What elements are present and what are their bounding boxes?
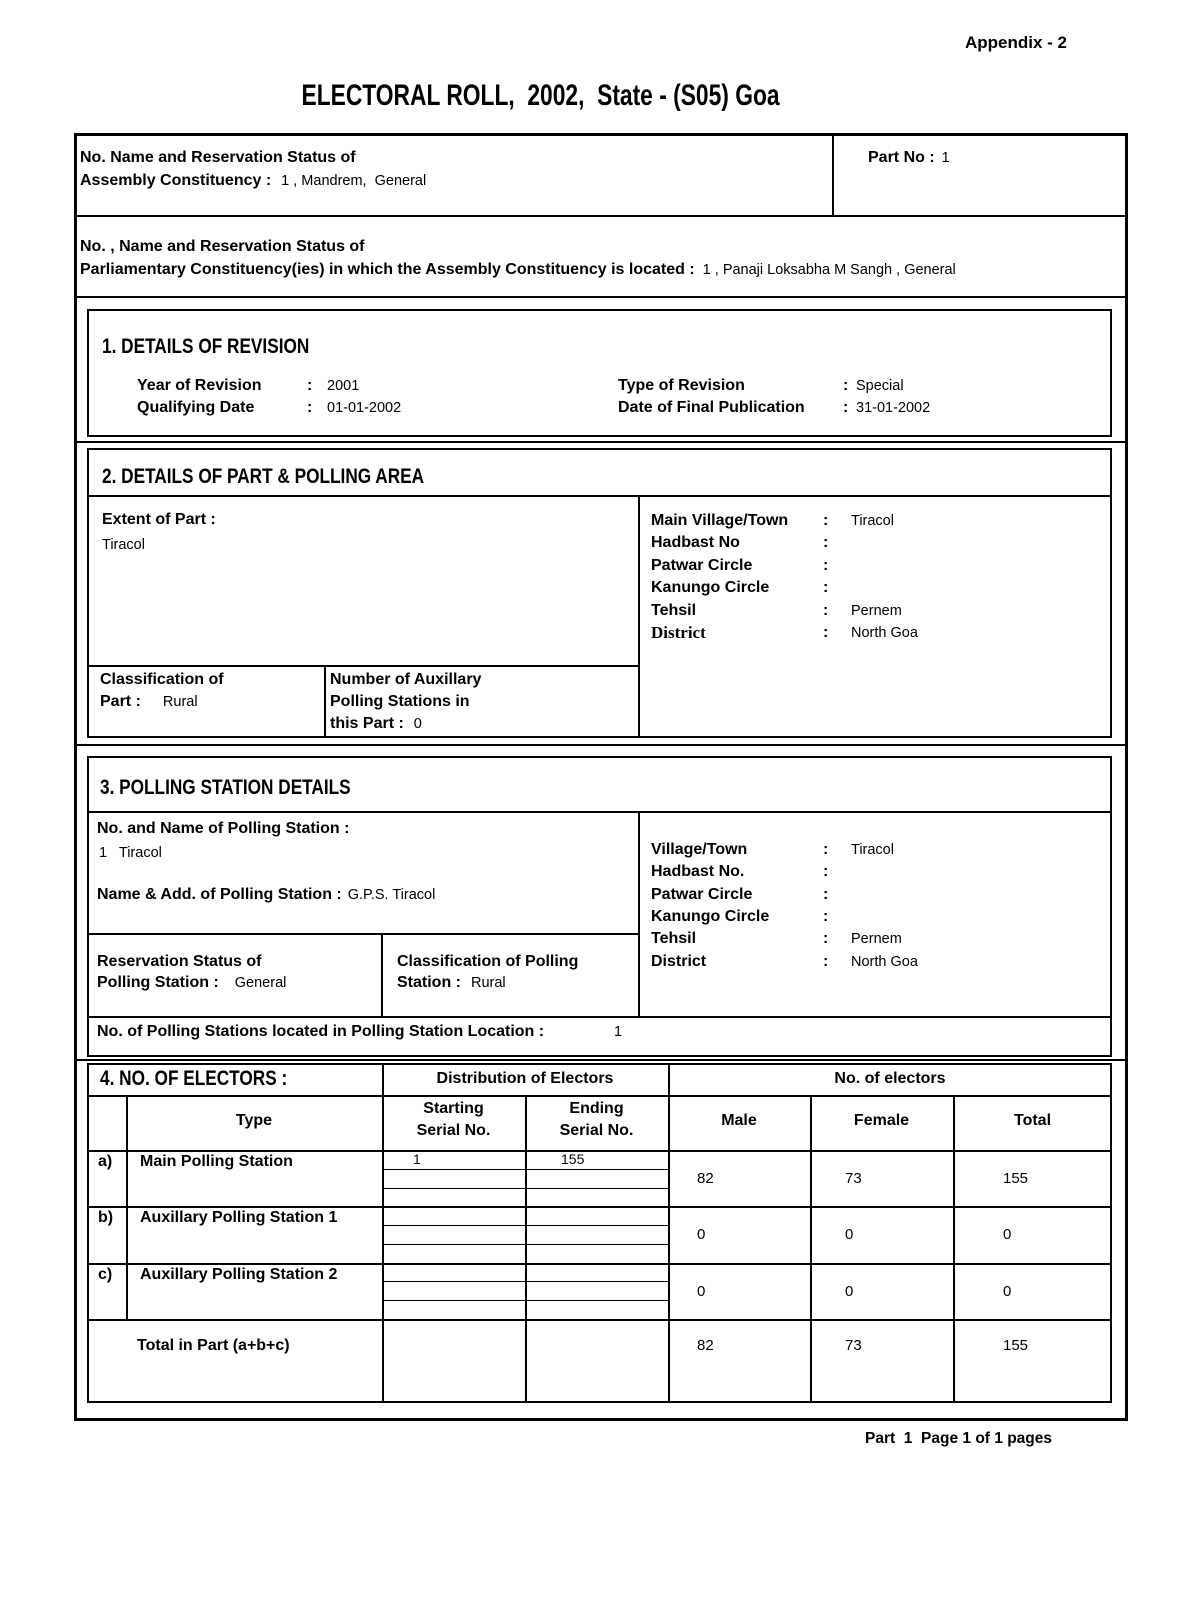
- revision-section-box: [87, 309, 1112, 437]
- separator-line-1: [76, 441, 1126, 443]
- assembly-constituency-line2: [80, 172, 426, 190]
- year-of-revision-colon: :: [307, 377, 313, 394]
- part-area-section-title: 2. DETAILS OF PART & POLLING AREA: [102, 465, 425, 488]
- row-c-key: c): [98, 1266, 113, 1283]
- extent-of-part-label: Extent of Part :: [102, 511, 216, 528]
- part-area-section-box: [87, 448, 1112, 738]
- part-no-cell-divider: [832, 135, 834, 215]
- header-row1-divider: [76, 215, 1126, 217]
- electors-header1-line: [87, 1095, 1112, 1097]
- hadbast-no-colon: :: [823, 534, 829, 551]
- year-of-revision-value: 2001: [327, 378, 360, 394]
- row-a-female: 73: [845, 1170, 862, 1187]
- polling-station-section-title: 3. POLLING STATION DETAILS: [100, 776, 351, 799]
- classification-of-part-line1: Classification of: [100, 671, 224, 688]
- type-of-revision-value: Special: [856, 378, 904, 394]
- row-c-type: Auxillary Polling Station 2: [140, 1266, 338, 1283]
- year-of-revision-label: Year of Revision: [137, 377, 262, 394]
- aux-stations-value: 0: [413, 716, 422, 732]
- assembly-constituency-label-line1: No. Name and Reservation Status of: [80, 149, 356, 166]
- row-b-female: 0: [845, 1226, 854, 1243]
- tehsil-label: Tehsil: [651, 602, 697, 619]
- district-value: North Goa: [851, 625, 918, 641]
- total-female: 73: [845, 1337, 862, 1354]
- ps-classification-line1: Classification of Polling: [397, 953, 579, 970]
- ps-district-label: District: [651, 953, 707, 970]
- district-colon: :: [823, 624, 829, 641]
- document-title: ELECTORAL ROLL, 2002, State - (S05) Goa: [301, 79, 781, 112]
- row-a-key: a): [98, 1153, 113, 1170]
- part-area-column-divider: [638, 495, 640, 736]
- ps-hadbast-no-label: Hadbast No.: [651, 863, 745, 880]
- main-village-town-colon: :: [823, 512, 829, 529]
- polling-station-column-divider: [638, 811, 640, 1016]
- distribution-header: Distribution of Electors: [436, 1070, 614, 1087]
- ps-kanungo-circle-colon: :: [823, 908, 829, 925]
- ps-district-value: North Goa: [851, 954, 918, 970]
- row-a-type: Main Polling Station: [140, 1153, 293, 1170]
- tehsil-value: Pernem: [851, 603, 902, 619]
- hadbast-no-label: Hadbast No: [651, 534, 740, 551]
- total-total: 155: [1003, 1337, 1029, 1354]
- ps-classification-label: Station :: [397, 974, 461, 991]
- part-no-field: [868, 149, 950, 167]
- revision-section-title-wrap: [102, 335, 355, 359]
- name-add-polling-station: [97, 886, 435, 904]
- no-name-polling-station-value: 1 Tiracol: [99, 845, 162, 861]
- reservation-status-line1: Reservation Status of: [97, 953, 262, 970]
- final-publication-label: Date of Final Publication: [618, 399, 805, 416]
- electors-section-title: 4. NO. OF ELECTORS :: [100, 1067, 288, 1090]
- row-a-start-serial: 1: [413, 1151, 421, 1167]
- name-add-polling-station-value: G.P.S. Tiracol: [347, 887, 436, 903]
- ps-classification-value: Rural: [471, 975, 506, 991]
- ps-kanungo-circle-label: Kanungo Circle: [651, 908, 770, 925]
- classification-row-topline: [87, 665, 638, 667]
- kanungo-circle-colon: :: [823, 579, 829, 596]
- reservation-row-bottomline: [87, 1016, 1112, 1018]
- reservation-status-label: Polling Station :: [97, 974, 219, 991]
- total-male: 82: [697, 1337, 714, 1354]
- district-label: District: [651, 623, 706, 642]
- part-area-section-title-wrap: [102, 465, 495, 489]
- qualifying-date-value: 01-01-2002: [327, 400, 402, 416]
- patwar-circle-label: Patwar Circle: [651, 557, 753, 574]
- stations-in-location-label: No. of Polling Stations located in Polling Station Location :: [97, 1023, 545, 1040]
- electors-header2-line: [87, 1150, 1112, 1152]
- tehsil-colon: :: [823, 602, 829, 619]
- ps-classification-line2: [397, 974, 506, 992]
- row-a-male: 82: [697, 1170, 714, 1187]
- col-header-female: Female: [853, 1112, 910, 1129]
- col-header-ending-line2: Serial No.: [559, 1122, 634, 1139]
- aux-stations-label: this Part :: [330, 715, 404, 732]
- row-a-end-serial: 155: [561, 1151, 585, 1167]
- total-in-part-label: Total in Part (a+b+c): [137, 1337, 290, 1354]
- assembly-constituency-value: 1 , Mandrem, General: [281, 173, 427, 189]
- revision-section-title: 1. DETAILS OF REVISION: [102, 335, 310, 358]
- ps-tehsil-label: Tehsil: [651, 930, 697, 947]
- aux-stations-line1: Number of Auxillary: [330, 671, 482, 688]
- row-a-total: 155: [1003, 1170, 1029, 1187]
- appendix-note: Appendix - 2: [964, 33, 1067, 52]
- electors-row-b-line: [87, 1263, 1112, 1265]
- page-footer-note: Part 1 Page 1 of 1 pages: [865, 1430, 1052, 1447]
- ps-district-colon: :: [823, 953, 829, 970]
- col-header-starting-line1: Starting: [423, 1100, 484, 1117]
- count-header: No. of electors: [834, 1070, 946, 1087]
- part-no-label: Part No :: [868, 149, 935, 166]
- classification-row-divider: [324, 665, 326, 736]
- reservation-status-line2: [97, 974, 286, 992]
- patwar-circle-colon: :: [823, 557, 829, 574]
- name-add-polling-station-label: Name & Add. of Polling Station :: [97, 886, 342, 903]
- kanungo-circle-label: Kanungo Circle: [651, 579, 770, 596]
- village-town-label: Village/Town: [651, 841, 748, 858]
- main-village-town-label: Main Village/Town: [651, 512, 789, 529]
- parliamentary-value: 1 , Panaji Loksabha M Sangh , General: [702, 262, 956, 278]
- polling-station-section-title-wrap: [100, 776, 406, 800]
- aux-stations-line2: Polling Stations in: [330, 693, 470, 710]
- electors-male-col-divider: [810, 1095, 812, 1403]
- final-publication-value: 31-01-2002: [856, 400, 931, 416]
- extent-of-part-value: Tiracol: [102, 537, 145, 553]
- col-header-ending-line1: Ending: [569, 1100, 624, 1117]
- polling-station-section-box: [87, 756, 1112, 1057]
- row-c-female: 0: [845, 1283, 854, 1300]
- ps-tehsil-value: Pernem: [851, 931, 902, 947]
- classification-part-value: Rural: [162, 694, 198, 710]
- assembly-constituency-label-line2: Assembly Constituency :: [80, 172, 272, 189]
- row-b-key: b): [98, 1209, 114, 1226]
- separator-line-2: [76, 744, 1126, 746]
- col-header-type: Type: [235, 1112, 273, 1129]
- electors-serial-col-divider: [525, 1095, 527, 1403]
- separator-line-3: [76, 1059, 1126, 1061]
- document-title-wrap: [180, 79, 902, 113]
- final-publication-colon: :: [843, 399, 849, 416]
- polling-station-title-underline: [87, 811, 1112, 813]
- ps-patwar-circle-colon: :: [823, 886, 829, 903]
- row-b-total: 0: [1003, 1226, 1012, 1243]
- main-village-town-value: Tiracol: [851, 513, 894, 529]
- type-of-revision-colon: :: [843, 377, 849, 394]
- qualifying-date-label: Qualifying Date: [137, 399, 255, 416]
- no-name-polling-station-label: No. and Name of Polling Station :: [97, 820, 350, 837]
- electors-row-a-line: [87, 1206, 1112, 1208]
- part-area-title-underline: [87, 495, 1112, 497]
- row-b-type: Auxillary Polling Station 1: [140, 1209, 338, 1226]
- part-no-value: 1: [941, 150, 950, 166]
- qualifying-date-colon: :: [307, 399, 313, 416]
- classification-of-part-line2: [100, 693, 198, 711]
- reservation-status-value: General: [234, 975, 287, 991]
- electors-female-col-divider: [953, 1095, 955, 1403]
- electors-section-title-wrap: [100, 1067, 328, 1091]
- village-town-value: Tiracol: [851, 842, 894, 858]
- row-c-total: 0: [1003, 1283, 1012, 1300]
- ps-hadbast-no-colon: :: [823, 863, 829, 880]
- parliamentary-label-line1: No. , Name and Reservation Status of: [80, 238, 365, 255]
- col-header-total: Total: [1013, 1112, 1052, 1129]
- classification-part-label: Part :: [100, 693, 141, 710]
- reservation-row-topline: [87, 933, 638, 935]
- ps-tehsil-colon: :: [823, 930, 829, 947]
- row-b-male: 0: [697, 1226, 706, 1243]
- ps-patwar-circle-label: Patwar Circle: [651, 886, 753, 903]
- reservation-row-divider: [381, 933, 383, 1016]
- stations-in-location-value: 1: [614, 1024, 623, 1040]
- col-header-starting-line2: Serial No.: [416, 1122, 491, 1139]
- village-town-colon: :: [823, 841, 829, 858]
- aux-stations-line3: [330, 715, 422, 733]
- col-header-male: Male: [721, 1112, 757, 1129]
- row-c-male: 0: [697, 1283, 706, 1300]
- parliamentary-line2: [80, 261, 956, 279]
- electors-row-c-line: [87, 1319, 1112, 1321]
- header-row2-divider: [76, 296, 1126, 298]
- parliamentary-label-line2: Parliamentary Constituency(ies) in which the Assembly Constituency is located :: [80, 261, 695, 278]
- type-of-revision-label: Type of Revision: [618, 377, 745, 394]
